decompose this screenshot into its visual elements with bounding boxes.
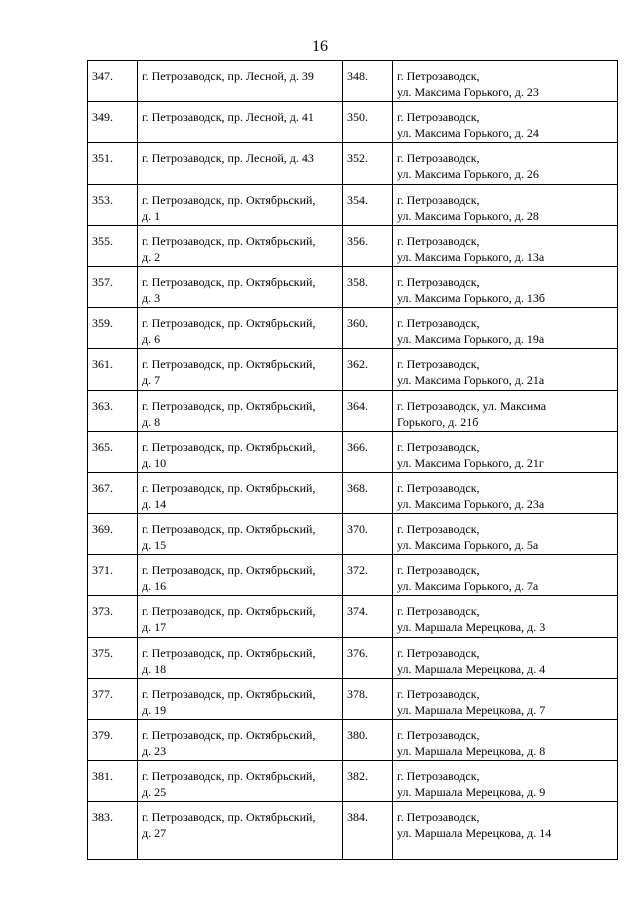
row-number: 347.	[88, 61, 138, 102]
address-line: ул. Маршала Мерецкова, д. 14	[397, 826, 552, 841]
row-number: 349.	[88, 102, 138, 143]
row-number: 351.	[88, 143, 138, 184]
address-cell	[393, 472, 618, 513]
row-number: 360.	[343, 308, 393, 349]
address-cell	[393, 266, 618, 307]
row-number: 380.	[343, 720, 393, 761]
address-line: д. 25	[142, 785, 167, 800]
address-line: г. Петрозаводск, пр. Октябрьский,	[142, 645, 316, 660]
address-line: ул. Максима Горького, д. 26	[397, 167, 539, 182]
address-line: д. 23	[142, 744, 167, 758]
address-line: г. Петрозаводск,	[397, 522, 480, 537]
row-number: 377.	[88, 678, 138, 719]
row-number: 363.	[88, 390, 138, 431]
address-cell	[138, 720, 343, 761]
address-line: г. Петрозаводск, пр. Октябрьский,	[142, 480, 316, 495]
address-line: г. Петрозаводск, пр. Октябрьский,	[142, 316, 316, 331]
row-number: 355.	[88, 225, 138, 266]
address-line: д. 16	[142, 579, 167, 594]
address-line: г. Петрозаводск, пр. Октябрьский,	[142, 604, 316, 619]
address-line: ул. Максима Горького, д. 23	[397, 85, 539, 99]
address-line: ул. Максима Горького, д. 13б	[397, 290, 545, 305]
address-line: г. Петрозаводск,	[397, 439, 480, 454]
table-row	[88, 472, 618, 513]
table-row	[88, 802, 618, 860]
address-line: г. Петрозаводск,	[397, 69, 480, 83]
address-line: ул. Максима Горького, д. 21г	[397, 455, 544, 470]
address-line: г. Петрозаводск,	[397, 316, 480, 331]
address-cell	[138, 514, 343, 555]
address-cell	[138, 308, 343, 349]
address-cell	[138, 472, 343, 513]
table-row	[88, 596, 618, 637]
address-table-body	[88, 61, 618, 860]
table-row	[88, 761, 618, 802]
address-line: Горького, д. 21б	[397, 414, 479, 429]
address-line: д. 6	[142, 332, 161, 347]
address-cell	[138, 102, 343, 143]
address-cell	[138, 184, 343, 225]
address-line: ул. Максима Горького, д. 5а	[397, 538, 539, 553]
address-line: ул. Максима Горького, д. 7а	[397, 579, 539, 594]
row-number: 382.	[343, 761, 393, 802]
row-number: 361.	[88, 349, 138, 390]
address-line: г. Петрозаводск, пр. Лесной, д. 39	[142, 69, 314, 83]
address-line: г. Петрозаводск, пр. Октябрьский,	[142, 357, 316, 372]
row-number: 348.	[343, 61, 393, 102]
address-line: г. Петрозаводск,	[397, 274, 480, 289]
table-row	[88, 637, 618, 678]
address-line: г. Петрозаводск, пр. Лесной, д. 43	[142, 151, 314, 166]
address-line: г. Петрозаводск,	[397, 151, 480, 166]
row-number: 378.	[343, 678, 393, 719]
address-cell	[393, 390, 618, 431]
row-number: 379.	[88, 720, 138, 761]
table-row	[88, 720, 618, 761]
row-number: 362.	[343, 349, 393, 390]
address-line: г. Петрозаводск,	[397, 357, 480, 372]
address-cell	[138, 266, 343, 307]
address-cell	[138, 349, 343, 390]
table-row	[88, 225, 618, 266]
table-row	[88, 431, 618, 472]
address-cell	[393, 637, 618, 678]
address-cell	[393, 143, 618, 184]
table-row	[88, 390, 618, 431]
row-number: 375.	[88, 637, 138, 678]
table-row	[88, 184, 618, 225]
address-line: г. Петрозаводск, пр. Октябрьский,	[142, 233, 316, 248]
address-line: г. Петрозаводск, пр. Лесной, д. 41	[142, 110, 314, 125]
address-cell	[138, 431, 343, 472]
address-line: д. 7	[142, 373, 161, 388]
address-cell	[393, 678, 618, 719]
address-line: г. Петрозаводск,	[397, 233, 480, 248]
address-cell	[393, 349, 618, 390]
address-line: г. Петрозаводск, ул. Максима	[397, 398, 547, 413]
row-number: 366.	[343, 431, 393, 472]
row-number: 350.	[343, 102, 393, 143]
address-line: ул. Максима Горького, д. 19а	[397, 332, 545, 347]
table-row	[88, 678, 618, 719]
address-cell	[138, 802, 343, 860]
address-cell	[138, 143, 343, 184]
address-line: г. Петрозаводск,	[397, 686, 480, 701]
row-number: 383.	[88, 802, 138, 860]
address-line: д. 8	[142, 414, 161, 429]
row-number: 357.	[88, 266, 138, 307]
address-line: г. Петрозаводск, пр. Октябрьский,	[142, 522, 316, 537]
address-cell	[138, 678, 343, 719]
address-line: г. Петрозаводск,	[397, 563, 480, 578]
address-line: г. Петрозаводск, пр. Октябрьский,	[142, 439, 316, 454]
row-number: 384.	[343, 802, 393, 860]
row-number: 368.	[343, 472, 393, 513]
address-line: г. Петрозаводск,	[397, 728, 480, 742]
table-row	[88, 61, 618, 102]
address-line: г. Петрозаводск,	[397, 604, 480, 619]
address-line: д. 18	[142, 661, 167, 676]
address-cell	[138, 61, 343, 102]
address-cell	[138, 761, 343, 802]
row-number: 371.	[88, 555, 138, 596]
address-line: д. 17	[142, 620, 167, 635]
address-line: г. Петрозаводск,	[397, 192, 480, 207]
address-table	[87, 60, 618, 860]
row-number: 359.	[88, 308, 138, 349]
address-cell	[138, 596, 343, 637]
table-row	[88, 102, 618, 143]
address-line: г. Петрозаводск, пр. Октябрьский,	[142, 563, 316, 578]
address-line: ул. Максима Горького, д. 24	[397, 126, 539, 141]
row-number: 381.	[88, 761, 138, 802]
address-line: ул. Маршала Мерецкова, д. 8	[397, 744, 546, 758]
address-line: д. 1	[142, 208, 161, 223]
row-number: 365.	[88, 431, 138, 472]
address-cell	[393, 225, 618, 266]
address-cell	[393, 555, 618, 596]
address-line: г. Петрозаводск, пр. Октябрьский,	[142, 810, 316, 825]
row-number: 352.	[343, 143, 393, 184]
address-line: д. 2	[142, 249, 161, 264]
address-line: д. 10	[142, 455, 167, 470]
row-number: 376.	[343, 637, 393, 678]
row-number: 364.	[343, 390, 393, 431]
address-cell	[393, 431, 618, 472]
row-number: 372.	[343, 555, 393, 596]
address-line: ул. Максима Горького, д. 13а	[397, 249, 545, 264]
address-line: д. 15	[142, 538, 167, 553]
address-cell	[393, 596, 618, 637]
address-line: г. Петрозаводск, пр. Октябрьский,	[142, 192, 316, 207]
address-line: ул. Маршала Мерецкова, д. 3	[397, 620, 546, 635]
address-cell	[393, 184, 618, 225]
address-line: г. Петрозаводск,	[397, 769, 480, 784]
page-number: 16	[312, 38, 328, 55]
address-line: г. Петрозаводск,	[397, 645, 480, 660]
address-line: ул. Максима Горького, д. 21а	[397, 373, 545, 388]
row-number: 358.	[343, 266, 393, 307]
row-number: 367.	[88, 472, 138, 513]
address-line: ул. Максима Горького, д. 23а	[397, 496, 545, 511]
address-cell	[393, 308, 618, 349]
row-number: 353.	[88, 184, 138, 225]
address-line: ул. Маршала Мерецкова, д. 9	[397, 785, 546, 800]
address-line: г. Петрозаводск, пр. Октябрьский,	[142, 686, 316, 701]
address-cell	[393, 514, 618, 555]
address-line: ул. Маршала Мерецкова, д. 7	[397, 702, 546, 717]
address-line: ул. Маршала Мерецкова, д. 4	[397, 661, 546, 676]
address-cell	[138, 555, 343, 596]
row-number: 369.	[88, 514, 138, 555]
address-line: г. Петрозаводск,	[397, 110, 480, 125]
table-row	[88, 308, 618, 349]
address-cell	[138, 225, 343, 266]
row-number: 356.	[343, 225, 393, 266]
address-cell	[393, 720, 618, 761]
address-line: ул. Максима Горького, д. 28	[397, 208, 539, 223]
address-line: д. 27	[142, 826, 167, 841]
row-number: 354.	[343, 184, 393, 225]
table-row	[88, 349, 618, 390]
address-cell	[393, 802, 618, 860]
address-line: г. Петрозаводск, пр. Октябрьский,	[142, 274, 316, 289]
row-number: 373.	[88, 596, 138, 637]
address-line: г. Петрозаводск, пр. Октябрьский,	[142, 769, 316, 784]
address-line: г. Петрозаводск, пр. Октябрьский,	[142, 728, 316, 742]
table-row	[88, 555, 618, 596]
row-number: 370.	[343, 514, 393, 555]
address-line: д. 14	[142, 496, 167, 511]
address-line: д. 19	[142, 702, 167, 717]
address-line: г. Петрозаводск,	[397, 810, 480, 825]
address-line: г. Петрозаводск,	[397, 480, 480, 495]
address-cell	[393, 61, 618, 102]
table-row	[88, 143, 618, 184]
address-cell	[138, 637, 343, 678]
row-number: 374.	[343, 596, 393, 637]
table-row	[88, 514, 618, 555]
address-cell	[393, 761, 618, 802]
address-cell	[138, 390, 343, 431]
address-line: д. 3	[142, 290, 161, 305]
address-cell	[393, 102, 618, 143]
table-row	[88, 266, 618, 307]
address-line: г. Петрозаводск, пр. Октябрьский,	[142, 398, 316, 413]
